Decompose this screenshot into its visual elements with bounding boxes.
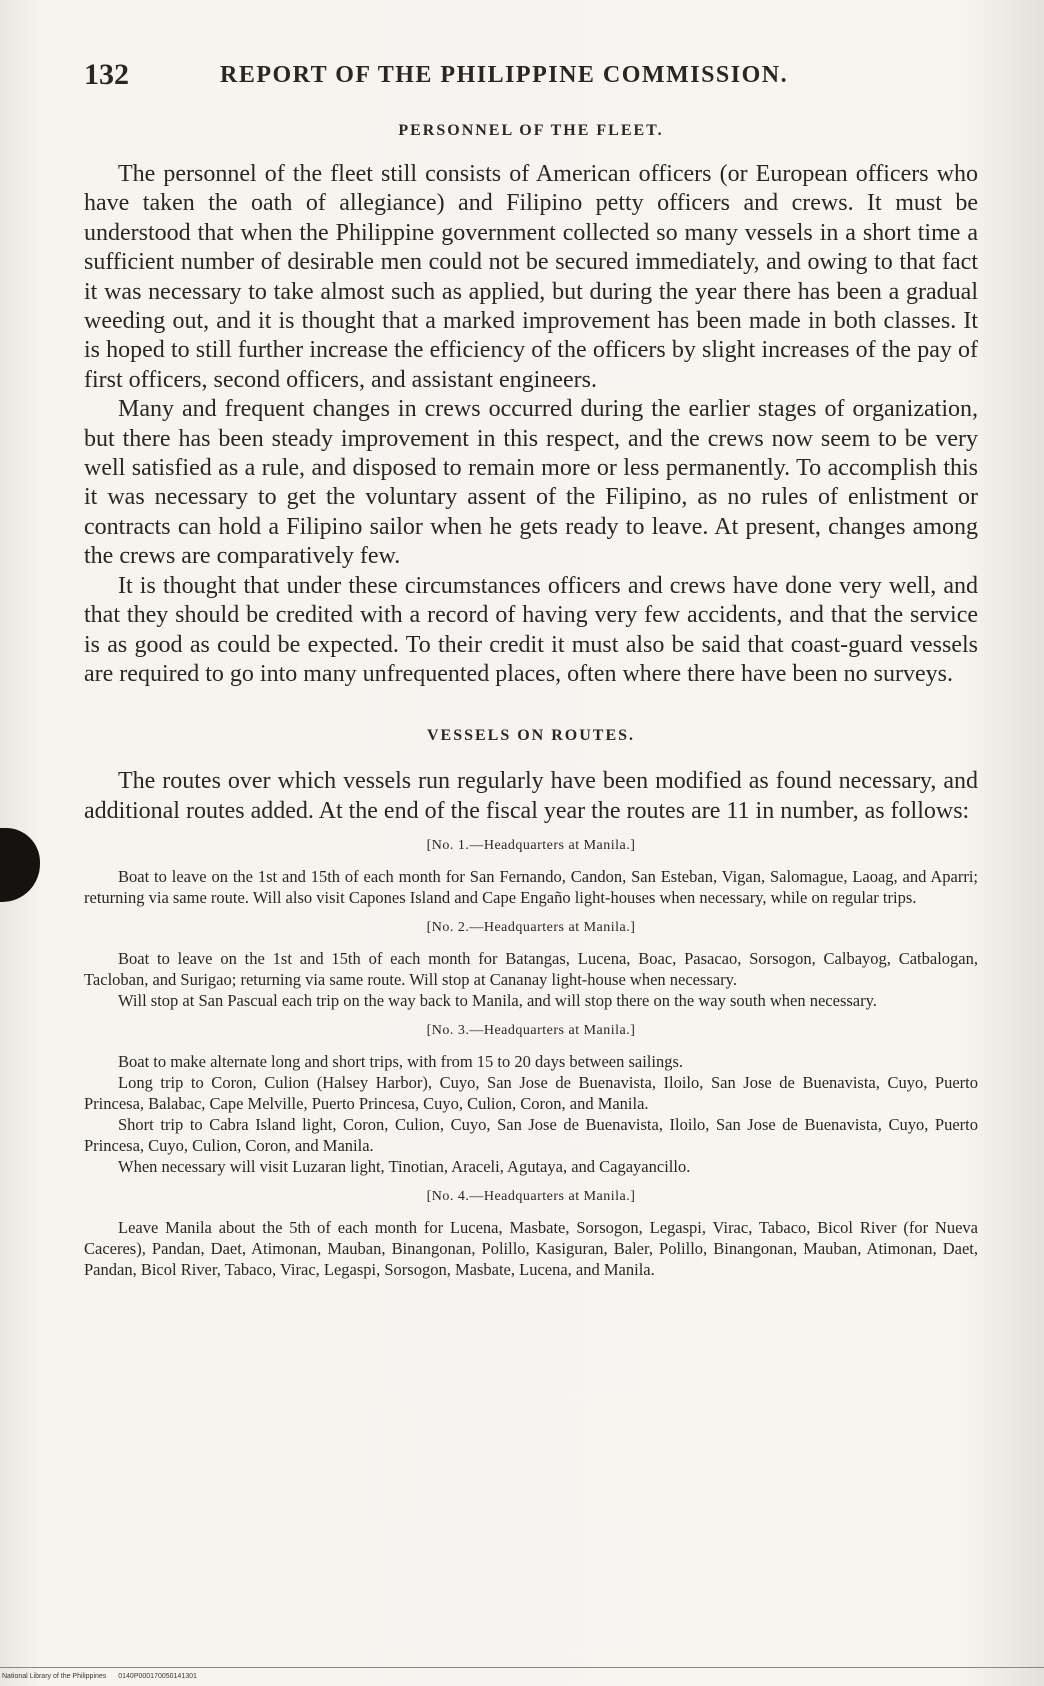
route-paragraph: Boat to leave on the 1st and 15th of each month for San Fernando, Candon, San Esteban, Vigan, Salomague, Laoag, and Aparri; returning via same route. Will also visit Capones Island and Cape Engaño light-houses when necessary, while on regular trips. <box>84 867 978 908</box>
paragraph: The routes over which vessels run regularly have been modified as found necessary, and additional routes added. At the end of the fiscal year the routes are 11 in number, as follows: <box>84 768 978 824</box>
route-paragraph: Long trip to Coron, Culion (Halsey Harbor), Cuyo, San Jose de Buenavista, Iloilo, San Jose de Buenavista, Cuyo, Puerto Princesa, Balabac, Cape Melville, Puerto Princesa, Cuyo, Culion, Coron, and Manila. <box>84 1073 978 1114</box>
page-header <box>84 58 964 98</box>
route-paragraph: Will stop at San Pascual each trip on the way back to Manila, and will stop there on the way south when necessary. <box>118 991 877 1011</box>
route-block <box>84 1023 978 1177</box>
paragraph: The personnel of the fleet still consists of American officers (or European officers who have taken the oath of allegiance) and Filipino petty officers and crews. It must be understood that when the Philippine government collected so many vessels in a short time a sufficient number of desirable men could not be secured immediately, and owing to that fact it was necessary to take almost such as applied, but during the year there has been a gradual weeding out, and it is thought that a marked improvement has been made in both classes. It is hoped to still further increase the efficiency of the officers by slight increases of the pay of first officers, second officers, and assistant engineers. <box>84 161 978 393</box>
scanner-thumb-shadow <box>0 828 40 902</box>
route-block <box>84 838 978 908</box>
route-paragraph: Short trip to Cabra Island light, Coron, Culion, Cuyo, San Jose de Buenavista, Iloilo, San Jose de Buenavista, Cuyo, Puerto Princesa, Cuyo, Culion, Coron, and Manila. <box>84 1115 978 1156</box>
route-paragraph: Leave Manila about the 5th of each month for Lucena, Masbate, Sorsogon, Legaspi, Virac, Tabaco, Bicol River (for Nueva Caceres), Pandan, Daet, Atimonan, Mauban, Binangonan, Polillo, Kasiguran, Baler, Polillo, Binangonan, Mauban, Atimonan, Daet, Pandan, Bicol River, Tabaco, Virac, Legaspi, Sorsogon, Masbate, Lucena, and Manila. <box>84 1218 978 1280</box>
section-heading-vessels: VESSELS ON ROUTES. <box>426 727 636 745</box>
footer-divider <box>0 1667 1044 1668</box>
route-block <box>84 1189 978 1280</box>
route-heading: [No. 2.—Headquarters at Manila.] <box>426 920 636 936</box>
scan-footer <box>2 1673 207 1680</box>
section-heading-personnel: PERSONNEL OF THE FLEET. <box>398 122 664 139</box>
page-content <box>84 122 978 1280</box>
running-title: REPORT OF THE PHILIPPINE COMMISSION. <box>220 62 789 88</box>
page-number: 132 <box>84 58 129 91</box>
route-paragraph: Boat to leave on the 1st and 15th of each month for Batangas, Lucena, Boac, Pasacao, Sorsogon, Calbayog, Catbalogan, Tacloban, and Surigao; returning via same route. Will stop at Cananay light-house when necessary. <box>84 949 978 990</box>
routes-list <box>84 838 978 1280</box>
route-heading: [No. 1.—Headquarters at Manila.] <box>426 838 636 854</box>
footer-library: National Library of the Philippines <box>2 1673 107 1680</box>
paragraph: Many and frequent changes in crews occurred during the earlier stages of organization, but there has been steady improvement in this respect, and the crews now seem to be very well satisfied as a rule, and disposed to remain more or less permanently. To accomplish this it was necessary to get the voluntary assent of the Filipino, as no rules of enlistment or contracts can hold a Filipino sailor when he gets ready to leave. At present, changes among the crews are comparatively few. <box>84 396 978 570</box>
footer-record-id: 0140P000170050141301 <box>118 1673 197 1680</box>
route-block <box>84 920 978 1011</box>
route-heading: [No. 4.—Headquarters at Manila.] <box>426 1189 636 1205</box>
personnel-text <box>84 160 978 689</box>
route-heading: [No. 3.—Headquarters at Manila.] <box>426 1023 636 1039</box>
vessels-intro-text <box>84 767 978 826</box>
paragraph: It is thought that under these circumstances officers and crews have done very well, and that they should be credited with a record of having very few accidents, and that the service is as good as could be expected. To their credit it must also be said that coast-guard vessels are required to go into many unfrequented places, often where there have been no surveys. <box>84 572 978 687</box>
route-paragraph: When necessary will visit Luzaran light, Tinotian, Araceli, Agutaya, and Cagayancillo. <box>118 1157 691 1177</box>
route-paragraph: Boat to make alternate long and short trips, with from 15 to 20 days between sailings. <box>118 1052 684 1072</box>
